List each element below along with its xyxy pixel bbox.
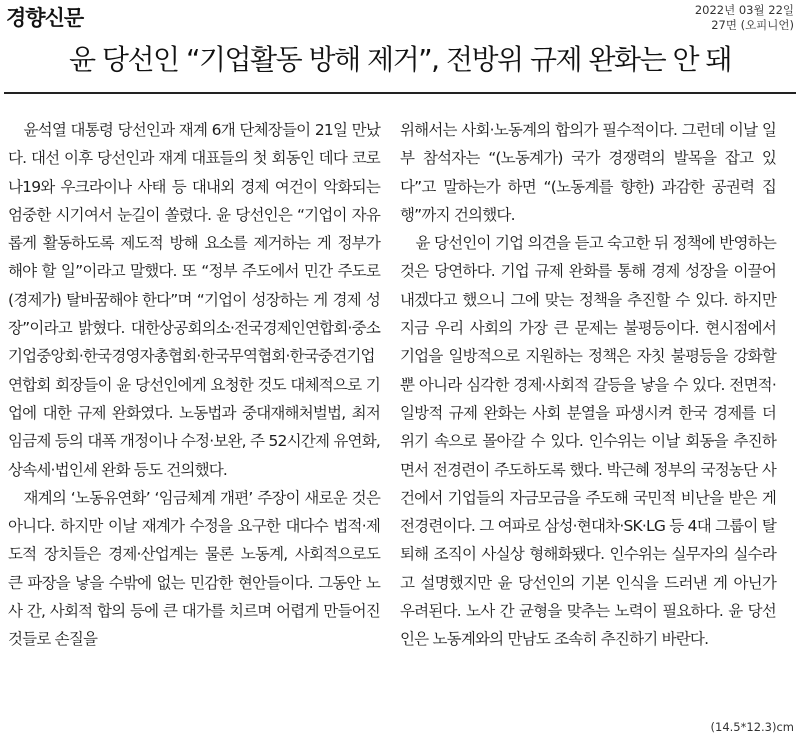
- headline-divider: [4, 92, 796, 94]
- publication-date: 2022년 03월 22일: [694, 3, 794, 17]
- clipping-size-note: (14.5*12.3)cm: [710, 720, 794, 734]
- body-right-column: [400, 116, 776, 654]
- body-left-column: [8, 116, 380, 654]
- body-paragraph: 윤 당선인이 기업 의견을 듣고 숙고한 뒤 정책에 반영하는 것은 당연하다. 기업 규제 완화를 통해 경제 성장을 이끌어내겠다고 했으니 그에 맞는 정책을 추진할 수 있다. 하지만 지금 우리 사회의 가장 큰 문제는 불평등이다. 현시점에서 기업을 일방적으로 지원하는 정책은 자칫 불평등을 강화할 뿐 아니라 심각한 경제·사회적 갈등을 낳을 수 있다. 전면적·일방적 규제 완화는 사회 분열을 파생시켜 한국 경제를 더 위기 속으로 몰아갈 수 있다. 인수위는 이날 회동을 추진하면서 전경련이 주도하도록 했다. 박근혜 정부의 국정농단 사건에서 기업들의 자금모금을 주도해 국민적 비난을 받은 게 전경련이다. 그 여파로 삼성·현대차·SK·LG 등 4대 그룹이 탈퇴해 조직이 사실상 형해화됐다. 인수위는 실무자의 실수라고 설명했지만 윤 당선인의 기본 인식을 드러낸 게 아닌가 우려된다. 노사 간 균형을 맞추는 노력이 필요하다. 윤 당선인은 노동계와의 만남도 조속히 추진하기 바란다.: [400, 234, 776, 649]
- body-paragraph: 재계의 ‘노동유연화’ ‘임금체계 개편’ 주장이 새로운 것은 아니다. 하지만 이날 재계가 수정을 요구한 대다수 법적·제도적 장치들은 경제·산업계는 물론 노동계, 사회적으로도 큰 파장을 낳을 수밖에 없는 민감한 현안들이다. 그동안 노사 간, 사회적 합의 등에 큰 대가를 치르며 어렵게 만들어진 것들로 손질을: [8, 488, 380, 649]
- page-section: 27면 (오피니언): [711, 18, 794, 32]
- article-meta: [695, 3, 794, 33]
- body-paragraph: 윤석열 대통령 당선인과 재계 6개 단체장들이 21일 만났다. 대선 이후 당선인과 재계 대표들의 첫 회동인 데다 코로나19와 우크라이나 사태 등 대내외 경제 여건이 악화되는 엄중한 시기여서 눈길이 쏠렸다. 윤 당선인은 “기업이 자유롭게 활동하도록 제도적 방해 요소를 제거하는 게 정부가 해야 할 일”이라고 말했다. 또 “정부 주도에서 민간 주도로 (경제가) 탈바꿈해야 한다”며 “기업이 성장하는 게 경제 성장”이라고 밝혔다. 대한상공회의소·전국경제인연합회·중소기업중앙회·한국경영자총협회·한국무역협회·한국중견기업연합회 회장들이 윤 당선인에게 요청한 것도 대체적으로 기업에 대한 규제 완화였다. 노동법과 중대재해처벌법, 최저임금제 등의 대폭 개정이나 수정·보완, 주 52시간제 유연화, 상속세·법인세 완화 등도 건의했다.: [8, 121, 380, 479]
- article-headline: 윤 당선인 “기업활동 방해 제거”, 전방위 규제 완화는 안 돼: [68, 43, 732, 76]
- newspaper-masthead: 경향신문: [6, 6, 84, 30]
- body-paragraph-continued: 위해서는 사회·노동계의 합의가 필수적이다. 그런데 이날 일부 참석자는 “(노동계가) 국가 경쟁력의 발목을 잡고 있다”고 말하는가 하면 “(노동계를 향한) 과감한 공권력 집행”까지 건의했다.: [400, 121, 776, 224]
